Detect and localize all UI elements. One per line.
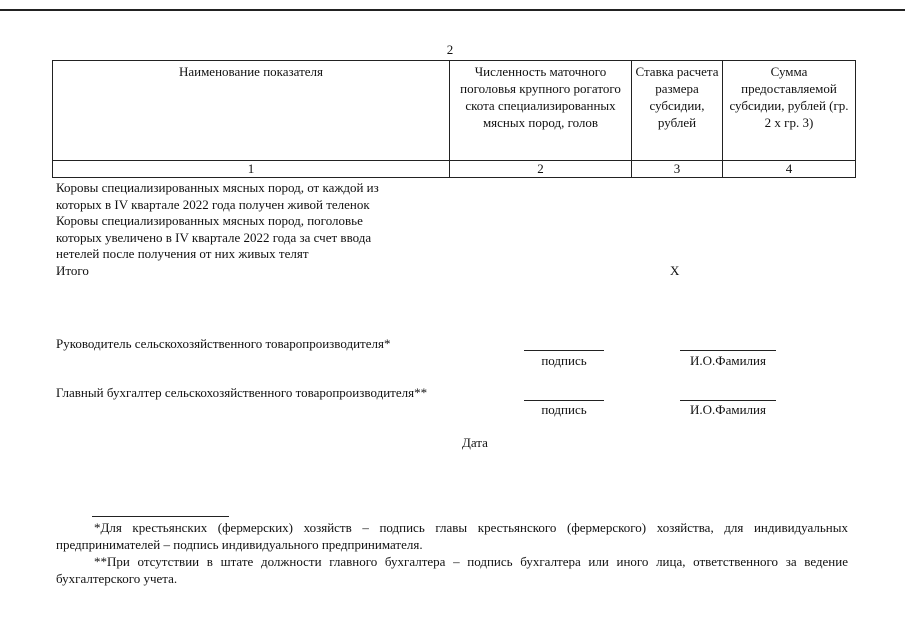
head-name-line[interactable] [680,350,776,351]
column-number: 3 [632,161,723,178]
header-subsidy-rate: Ставка расчета размера субсидии, рублей [632,61,723,161]
row-total: Итого [56,262,89,278]
header-subsidy-sum: Сумма предоставляемой субсидии, рублей (гр. 2 х гр. 3) [723,61,856,161]
head-name-caption: И.О.Фамилия [690,353,766,368]
table-header-row [53,61,856,161]
column-number: 4 [723,161,856,178]
subsidy-table [52,60,856,178]
accountant-signature-line[interactable] [524,400,604,401]
indicator-rows [56,180,436,279]
footnote-1: *Для крестьянских (фермерских) хозяйств – подпись главы крестьянского (фермерского) хозяйства, для индивидуальных предпринимателей – подпись индивидуального предпринимателя. [56,520,848,552]
footnote-separator [92,516,229,517]
date-label: Дата [462,435,488,450]
top-border [0,9,905,11]
row-cows-with-calf: Коровы специализированных мясных пород, от каждой из которых в IV квартале 2022 года получен живой теленок [56,180,379,212]
total-rate-mark: Х [670,263,680,278]
head-signature-caption: подпись [541,353,587,368]
column-number: 2 [450,161,632,178]
accountant-name-caption: И.О.Фамилия [690,402,766,417]
column-number: 1 [53,161,450,178]
accountant-signature-caption: подпись [541,402,587,417]
accountant-signature-label: Главный бухгалтер сельскохозяйственного товаропроизводителя** [56,385,428,400]
accountant-name-line[interactable] [680,400,776,401]
footnote-2: **При отсутствии в штате должности главного бухгалтера – подпись бухгалтера или иного лица, ответственного за ведение бухгалтерского учета. [56,554,848,586]
page-number: 2 [446,42,454,57]
footnotes [56,519,848,587]
head-signature-label: Руководитель сельскохозяйственного товаропроизводителя* [56,336,391,351]
column-number-row [53,161,856,178]
head-signature-line[interactable] [524,350,604,351]
header-indicator-name: Наименование показателя [53,61,450,161]
header-livestock-count: Численность маточного поголовья крупного рогатого скота специализированных мясных пород, голов [450,61,632,161]
row-cows-increased-herd: Коровы специализированных мясных пород, поголовье которых увеличено в IV квартале 2022 года за счет ввода нетелей после получения от них живых телят [56,213,372,261]
